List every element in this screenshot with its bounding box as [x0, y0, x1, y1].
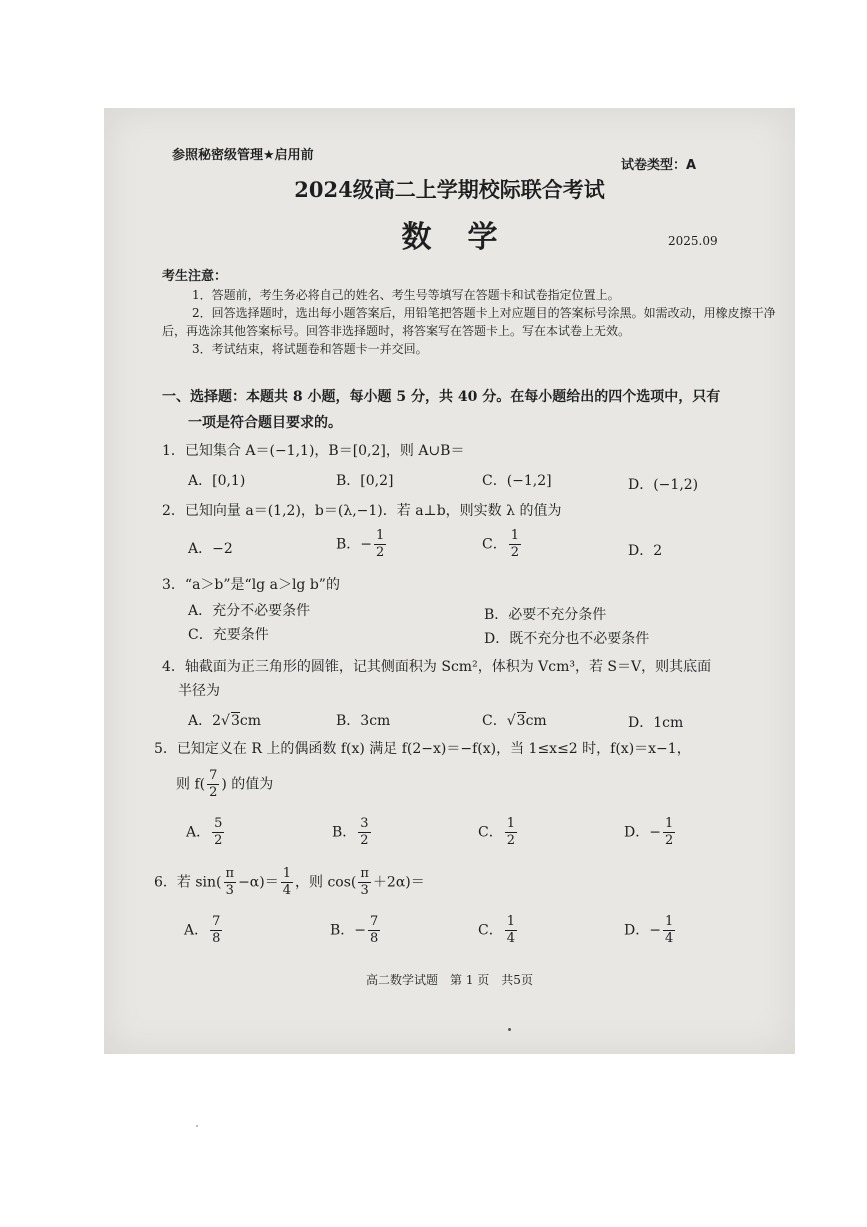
q5-number: 5． [154, 741, 177, 757]
q3-option-c: C．充要条件 [188, 627, 269, 643]
fraction: $\frac{3}{2}$ [360, 816, 369, 848]
q4-text: 轴截面为正三角形的圆锥，记其侧面积为 Scm²，体积为 Vcm³，若 S＝V，则其底面 [184, 659, 712, 675]
q6-option-d: D．− $\frac{1}{4}$ [624, 914, 674, 946]
fraction: $\frac{7}{2}$ [209, 768, 218, 800]
q2-option-a: A．−2 [188, 541, 233, 557]
q2-option-c: C． $\frac{1}{2}$ [482, 528, 519, 560]
q5-stem-cont: 则 f( $\frac{7}{2}$ ) 的值为 [176, 768, 274, 800]
q4-stem-cont: 半径为 [178, 683, 220, 699]
q3-option-b: B．必要不充分条件 [484, 607, 607, 623]
q5-text: 已知定义在 R 上的偶函数 f(x) 满足 f(2−x)＝−f(x)，当 1≤x≤2 时，f(x)＝x−1， [176, 741, 691, 757]
notice-block [162, 286, 790, 358]
q6-option-b: B．− $\frac{7}{8}$ [330, 914, 379, 946]
q2-text: 已知向量 a＝(1,2)，b＝(λ,−1)．若 a⊥b，则实数 λ 的值为 [184, 503, 562, 519]
q4-option-c: C．√3cm [482, 713, 547, 729]
fraction: $\frac{\pi}{3}$ [360, 866, 369, 898]
q1-option-b: B．[0,2] [336, 473, 394, 489]
paper-type-label: 试卷类型：A [621, 158, 697, 173]
q3-number: 3． [162, 577, 185, 593]
notice-heading: 考生注意： [162, 269, 228, 284]
q1-stem [162, 440, 464, 460]
fraction: $\frac{1}{4}$ [282, 866, 291, 898]
q5-option-d: D．− $\frac{1}{2}$ [624, 816, 674, 848]
q4-number: 4． [162, 659, 185, 675]
q5-stem [154, 738, 691, 758]
fraction: $\frac{1}{2}$ [510, 528, 519, 560]
q3-option-a: A．充分不必要条件 [188, 603, 311, 619]
fraction: $\frac{1}{2}$ [506, 816, 515, 848]
notice-item: 3．考试结束，将试题卷和答题卡一并交回。 [192, 342, 428, 356]
exam-date: 2025.09 [668, 234, 718, 248]
q4-option-b: B．3cm [336, 713, 391, 729]
fraction: $\frac{7}{8}$ [370, 914, 379, 946]
scan-speck [196, 1125, 198, 1127]
q2-stem [162, 500, 561, 520]
fraction: $\frac{1}{4}$ [506, 914, 515, 946]
page-footer: 高二数学试题 第 1 页 共5页 [366, 973, 533, 987]
q5-option-a: A． $\frac{5}{2}$ [186, 816, 223, 848]
q1-option-a: A．[0,1) [188, 473, 246, 489]
q6-option-a: A． $\frac{7}{8}$ [184, 914, 221, 946]
q2-option-d: D．2 [628, 543, 663, 559]
fraction: $\frac{1}{2}$ [664, 816, 674, 848]
q2-number: 2． [162, 503, 185, 519]
q5-option-c: C． $\frac{1}{2}$ [478, 816, 515, 848]
q6-stem: 6．若 sin( $\frac{\pi}{3}$ −α)＝ $\frac{1}{4}$ ，则 cos( $\frac{\pi}{3}$ ＋2α)＝ [154, 866, 425, 898]
fraction: $\frac{\pi}{3}$ [225, 866, 235, 898]
notice-item: 1．答题前，考生务必将自己的姓名、考生号等填写在答题卡和试卷指定位置上。 [192, 288, 620, 302]
q1-option-c: C．(−1,2] [482, 473, 552, 489]
q4-option-a: A．2√3cm [188, 713, 262, 729]
q3-text: “a＞b”是“lg a＞lg b”的 [184, 577, 340, 593]
q4-option-d: D．1cm [628, 715, 684, 731]
fraction: $\frac{7}{8}$ [212, 914, 221, 946]
q1-number: 1． [162, 443, 185, 459]
q3-stem [162, 574, 340, 594]
section-heading [162, 384, 792, 436]
q2-option-b: B．− $\frac{1}{2}$ [336, 528, 385, 560]
q4-stem [162, 656, 711, 676]
section-line-1: 一、选择题：本题共 8 小题，每小题 5 分，共 40 分。在每小题给出的四个选项中，只有 [162, 389, 721, 405]
exam-title: 2024级高二上学期校际联合考试 [294, 177, 605, 202]
exam-page [104, 108, 795, 1054]
fraction: $\frac{1}{4}$ [664, 914, 674, 946]
fraction: $\frac{5}{2}$ [214, 816, 223, 848]
q1-text: 已知集合 A＝(−1,1)，B＝[0,2]，则 A∪B＝ [184, 443, 465, 459]
section-line-2: 一项是符合题目要求的。 [188, 415, 342, 431]
subject-title: 数学 [401, 220, 534, 255]
notice-item: 2．回答选择题时，选出每小题答案后，用铅笔把答题卡上对应题目的答案标号涂黑。如需改动，用橡皮擦干净后，再选涂其他答案标号。回答非选择题时，将答案写在答题卡上。写在本试卷上无效。 [162, 306, 776, 338]
q6-option-c: C． $\frac{1}{4}$ [478, 914, 515, 946]
fraction: $\frac{1}{2}$ [376, 528, 385, 560]
secrecy-label: 参照秘密级管理★启用前 [172, 148, 314, 163]
q3-option-d: D．既不充分也不必要条件 [484, 631, 650, 647]
q5-option-b: B． $\frac{3}{2}$ [332, 816, 369, 848]
q1-option-d: D．(−1,2) [628, 477, 699, 493]
scan-speck [508, 1028, 511, 1031]
